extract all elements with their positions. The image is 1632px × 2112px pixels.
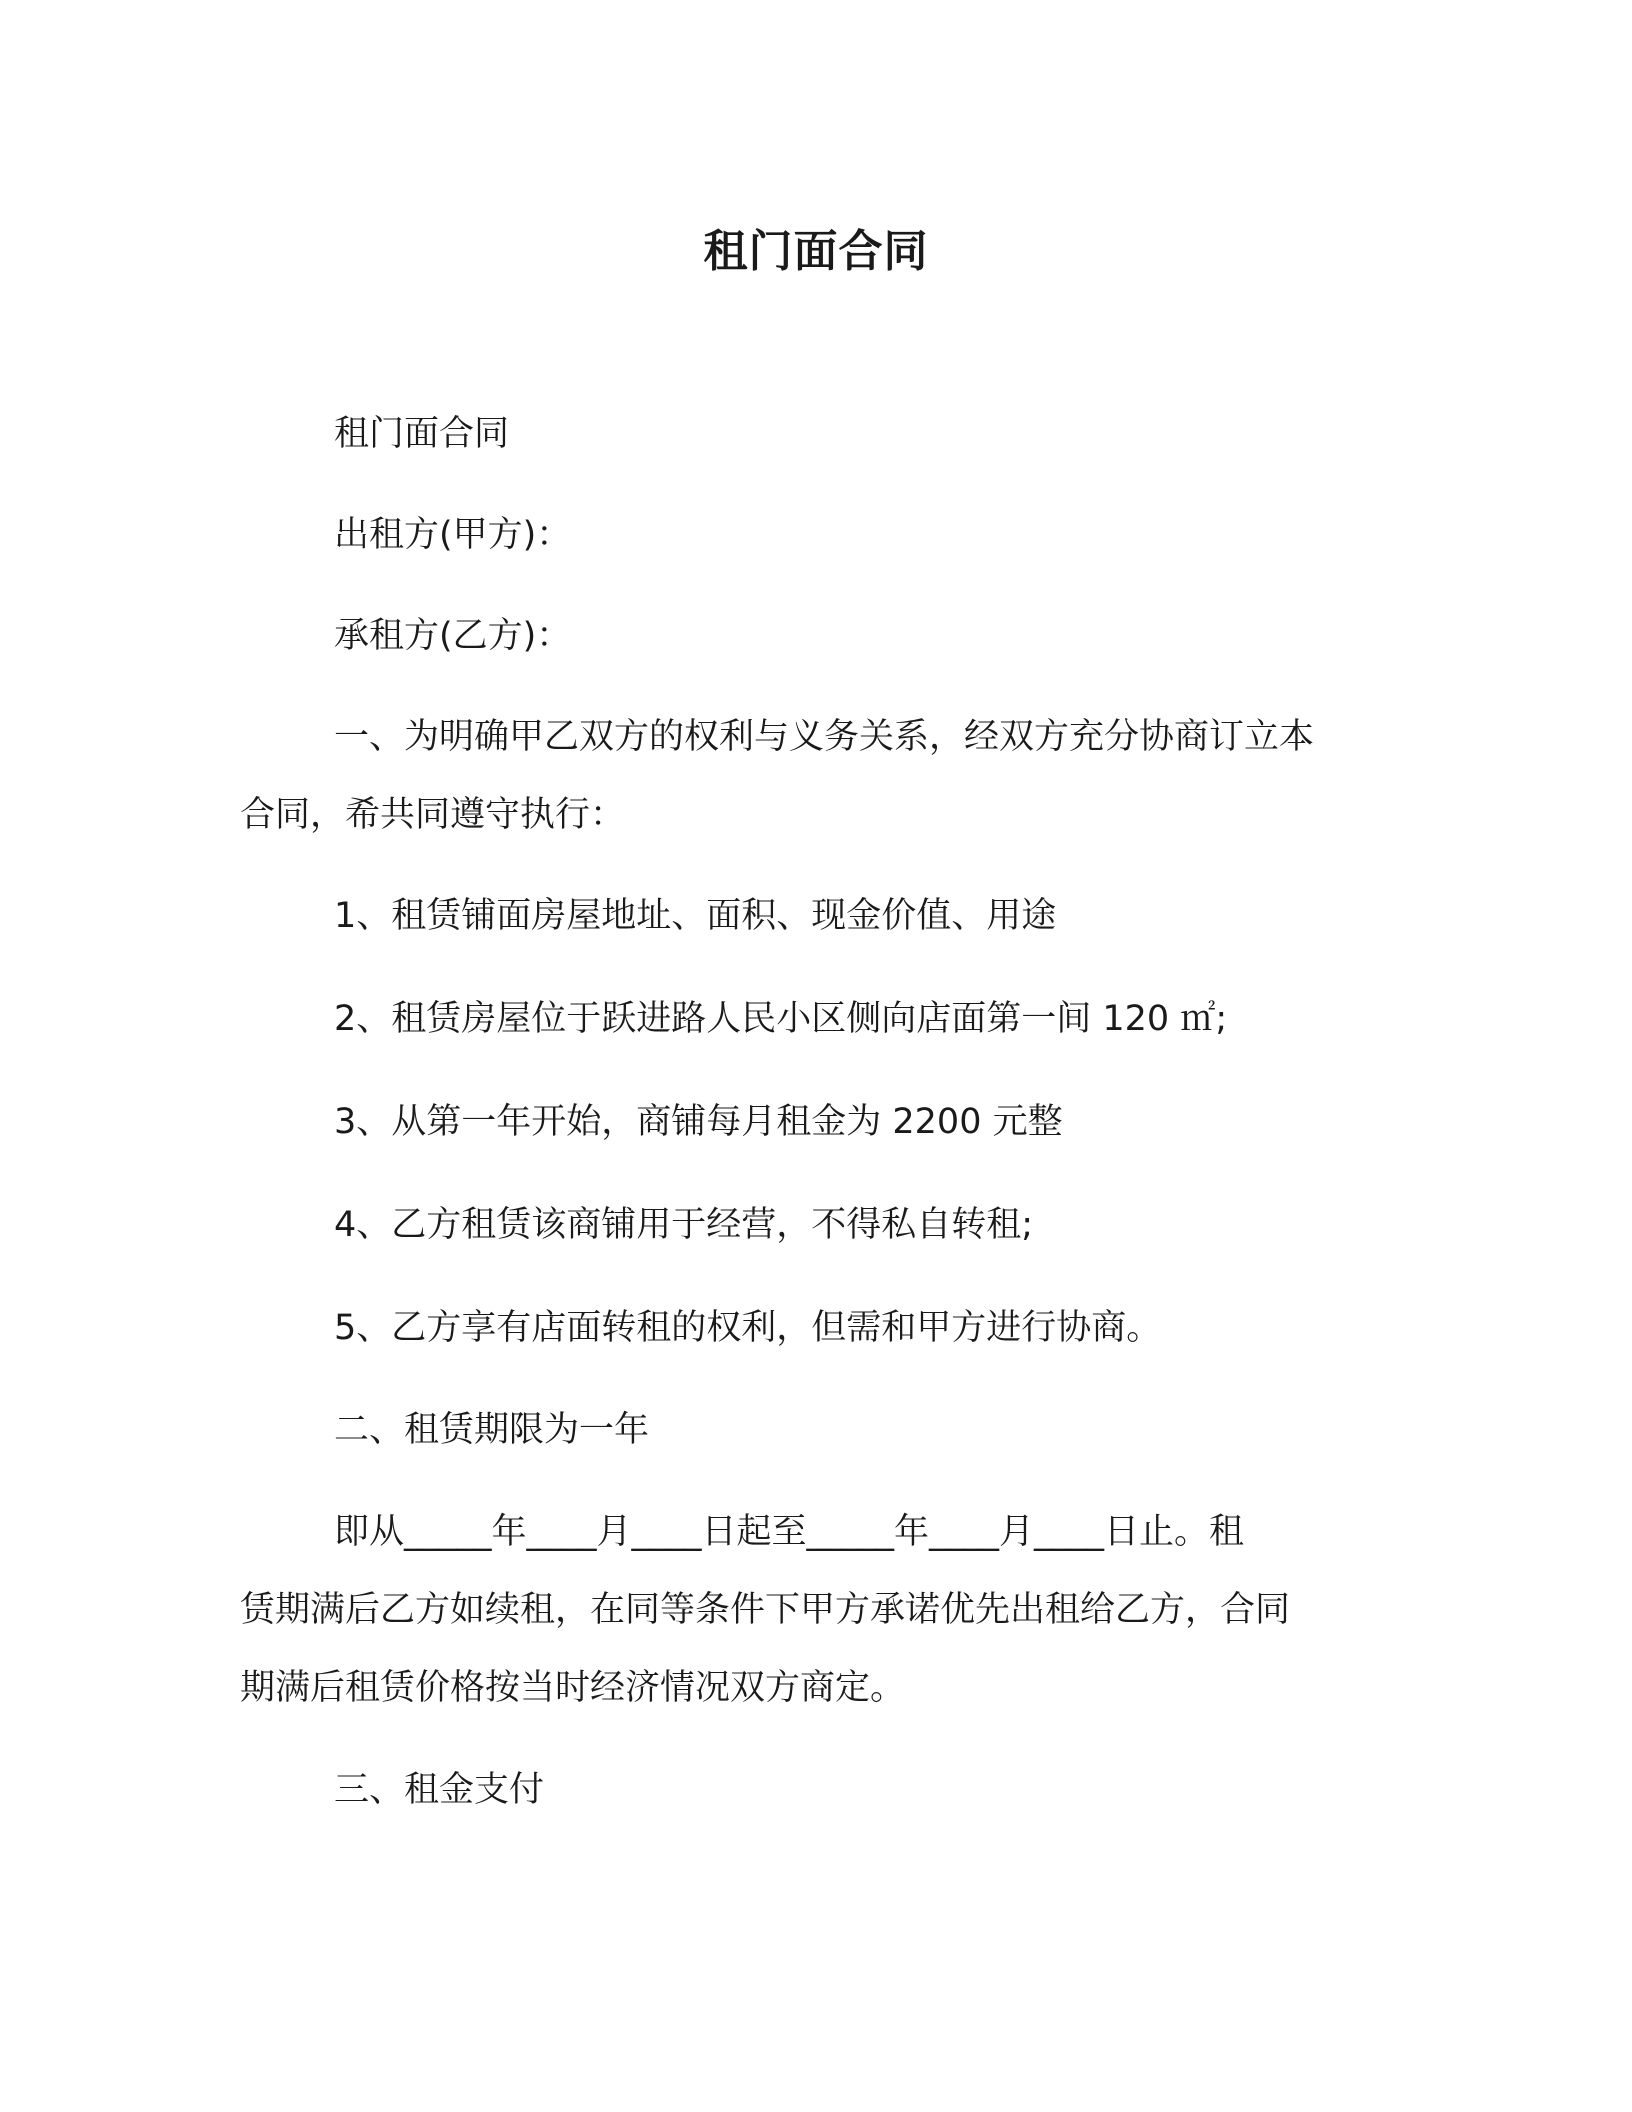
lessor-field — [240, 496, 1382, 574]
item-1-text: 1、租赁铺面房屋地址、面积、现金价值、用途 — [334, 896, 1057, 936]
clause-1-line-2: 合同，希共同遵守执行： — [240, 795, 626, 835]
lessor-label: 出租方(甲方)： — [334, 515, 572, 555]
term-line-3: 期满后租赁价格按当时经济情况双方商定。 — [240, 1668, 906, 1708]
lessee-field — [240, 597, 1382, 675]
item-2-text: 2、租赁房屋位于跃进路人民小区侧向店面第一间 120 ㎡; — [334, 999, 1228, 1039]
contract-heading — [240, 395, 1382, 473]
item-3 — [240, 1083, 1382, 1161]
clause-2-text: 二、租赁期限为一年 — [334, 1410, 650, 1450]
item-4 — [240, 1186, 1382, 1264]
clause-3-text: 三、租金支付 — [334, 1770, 545, 1810]
item-5 — [240, 1289, 1382, 1367]
item-1 — [240, 877, 1382, 955]
lessee-label: 承租方(乙方)： — [334, 616, 572, 656]
document-title: 租门面合同 — [703, 226, 929, 277]
item-4-text: 4、乙方租赁该商铺用于经营，不得私自转租; — [334, 1205, 1034, 1245]
clause-3 — [240, 1751, 1382, 1829]
term-line-1: 即从_____年____月____日起至_____年____月____日止。租 — [334, 1512, 1245, 1552]
contract-heading-text: 租门面合同 — [334, 414, 510, 454]
term-line-2: 赁期满后乙方如续租，在同等条件下甲方承诺优先出租给乙方，合同 — [240, 1590, 1291, 1630]
item-2 — [240, 980, 1382, 1058]
item-3-text: 3、从第一年开始，商铺每月租金为 2200 元整 — [334, 1102, 1063, 1142]
clause-1 — [240, 698, 1382, 854]
clause-1-line-1: 一、为明确甲乙双方的权利与义务关系，经双方充分协商订立本 — [334, 717, 1315, 757]
clause-2 — [240, 1391, 1382, 1469]
item-5-text: 5、乙方享有店面转租的权利，但需和甲方进行协商。 — [334, 1308, 1162, 1348]
term-paragraph — [240, 1493, 1382, 1727]
